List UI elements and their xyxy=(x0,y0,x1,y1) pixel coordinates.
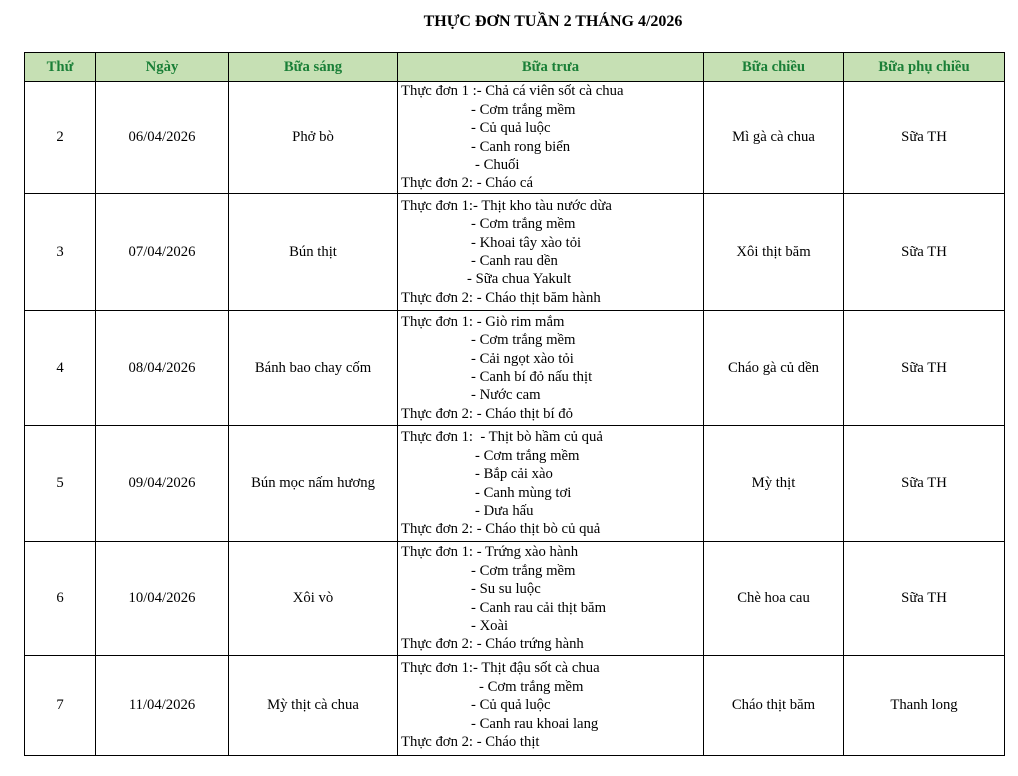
afternoon-cell: Chè hoa cau xyxy=(704,542,844,656)
menu-row xyxy=(25,311,1005,426)
weekday-cell: 4 xyxy=(25,311,96,426)
weekday-cell: 7 xyxy=(25,656,96,756)
lunch-menu-1-item: - Cơm trắng mềm xyxy=(471,332,576,349)
lunch-menu-1-heading: Thực đơn 1: - Trứng xào hành xyxy=(401,544,579,561)
lunch-menu-2-heading: Thực đơn 2: - Cháo thịt xyxy=(401,734,540,751)
snack-cell: Thanh long xyxy=(844,656,1005,756)
breakfast-cell: Xôi vò xyxy=(229,542,398,656)
header-row xyxy=(25,53,1005,82)
column-header-breakfast: Bữa sáng xyxy=(229,53,398,82)
weekday-cell: 3 xyxy=(25,194,96,311)
lunch-menu-1-item: - Canh rau dền xyxy=(471,253,558,269)
lunch-menu-2-heading: Thực đơn 2: - Cháo trứng hành xyxy=(401,636,584,653)
lunch-menu-1-item: - Cải ngọt xào tỏi xyxy=(471,350,574,367)
lunch-menu-1-item: - Xoài xyxy=(471,617,509,634)
lunch-menu-1-item: - Cơm trắng mềm xyxy=(479,678,584,695)
lunch-menu-1-item: - Dưa hấu xyxy=(475,502,534,519)
menu-row xyxy=(25,656,1005,756)
lunch-menu-1-item: - Cơm trắng mềm xyxy=(471,101,576,118)
afternoon-cell: Xôi thịt băm xyxy=(704,194,844,311)
lunch-menu-1-item: - Cơm trắng mềm xyxy=(471,562,576,579)
lunch-menu-1-item: - Cơm trắng mềm xyxy=(475,447,580,464)
breakfast-cell: Bún mọc nấm hương xyxy=(229,426,398,542)
lunch-menu-1-item: - Củ quả luộc xyxy=(471,697,551,714)
lunch-menu-1-heading: Thực đơn 1: - Giò rim mắm xyxy=(401,313,565,330)
lunch-cell xyxy=(398,656,704,756)
lunch-cell xyxy=(398,82,704,194)
snack-cell: Sữa TH xyxy=(844,542,1005,656)
column-header-lunch: Bữa trưa xyxy=(398,53,704,82)
afternoon-cell: Mỳ thịt xyxy=(704,426,844,542)
lunch-menu-2-heading: Thực đơn 2: - Cháo thịt băm hành xyxy=(401,289,601,306)
snack-cell: Sữa TH xyxy=(844,311,1005,426)
snack-cell: Sữa TH xyxy=(844,194,1005,311)
lunch-cell xyxy=(398,194,704,311)
lunch-menu-1-item: - Cơm trắng mềm xyxy=(471,216,576,233)
date-cell: 10/04/2026 xyxy=(96,542,229,656)
column-header-snack: Bữa phụ chiều xyxy=(844,53,1005,82)
lunch-cell xyxy=(398,542,704,656)
lunch-menu-1-item: - Khoai tây xào tỏi xyxy=(471,234,582,251)
lunch-menu-2-heading: Thực đơn 2: - Cháo cá xyxy=(401,175,533,192)
date-cell: 11/04/2026 xyxy=(96,656,229,756)
menu-row xyxy=(25,542,1005,656)
afternoon-cell: Mì gà cà chua xyxy=(704,82,844,194)
afternoon-cell: Cháo gà củ dền xyxy=(704,311,844,426)
lunch-cell xyxy=(398,426,704,542)
column-header-date: Ngày xyxy=(96,53,229,82)
menu-table-body xyxy=(25,82,1005,756)
lunch-menu-1-heading: Thực đơn 1:- Thịt kho tàu nước dừa xyxy=(401,197,612,214)
menu-row xyxy=(25,82,1005,194)
lunch-cell xyxy=(398,311,704,426)
lunch-menu-1-item: - Canh rau khoai lang xyxy=(471,715,599,732)
lunch-menu-1-item: - Chuối xyxy=(475,156,520,173)
breakfast-cell: Bánh bao chay cốm xyxy=(229,311,398,426)
lunch-menu-1-item: - Canh mùng tơi xyxy=(475,484,572,501)
snack-cell: Sữa TH xyxy=(844,82,1005,194)
lunch-menu-2-heading: Thực đơn 2: - Cháo thịt bò củ quả xyxy=(401,521,601,538)
lunch-menu-1-item: - Canh rau cải thịt băm xyxy=(471,599,606,616)
weekday-cell: 2 xyxy=(25,82,96,194)
breakfast-cell: Phở bò xyxy=(229,82,398,194)
snack-cell: Sữa TH xyxy=(844,426,1005,542)
menu-table-header xyxy=(25,53,1005,82)
weekday-cell: 5 xyxy=(25,426,96,542)
date-cell: 08/04/2026 xyxy=(96,311,229,426)
breakfast-cell: Mỳ thịt cà chua xyxy=(229,656,398,756)
weekday-cell: 6 xyxy=(25,542,96,656)
lunch-menu-1-item: - Canh rong biển xyxy=(471,138,571,155)
lunch-menu-1-item: - Củ quả luộc xyxy=(471,120,551,137)
date-cell: 09/04/2026 xyxy=(96,426,229,542)
menu-table xyxy=(24,52,1005,756)
column-header-weekday: Thứ xyxy=(25,53,96,82)
menu-row xyxy=(25,426,1005,542)
lunch-menu-1-item: - Canh bí đỏ nấu thịt xyxy=(471,369,593,385)
lunch-menu-1-item: - Bắp cải xào xyxy=(475,466,553,483)
date-cell: 06/04/2026 xyxy=(96,82,229,194)
page-title: THỰC ĐƠN TUẦN 2 THÁNG 4/2026 xyxy=(423,13,683,30)
lunch-menu-1-item: - Nước cam xyxy=(471,387,541,404)
date-cell: 07/04/2026 xyxy=(96,194,229,311)
lunch-menu-1-heading: Thực đơn 1: - Thịt bò hầm củ quả xyxy=(401,429,603,446)
lunch-menu-1-item: - Su su luộc xyxy=(471,581,541,598)
lunch-menu-1-item: - Sữa chua Yakult xyxy=(467,271,572,288)
afternoon-cell: Cháo thịt băm xyxy=(704,656,844,756)
breakfast-cell: Bún thịt xyxy=(229,194,398,311)
column-header-afternoon: Bữa chiều xyxy=(704,53,844,82)
menu-row xyxy=(25,194,1005,311)
lunch-menu-2-heading: Thực đơn 2: - Cháo thịt bí đỏ xyxy=(401,405,573,422)
lunch-menu-1-heading: Thực đơn 1 :- Chả cá viên sốt cà chua xyxy=(401,83,624,100)
lunch-menu-1-heading: Thực đơn 1:- Thịt đậu sốt cà chua xyxy=(401,660,600,677)
